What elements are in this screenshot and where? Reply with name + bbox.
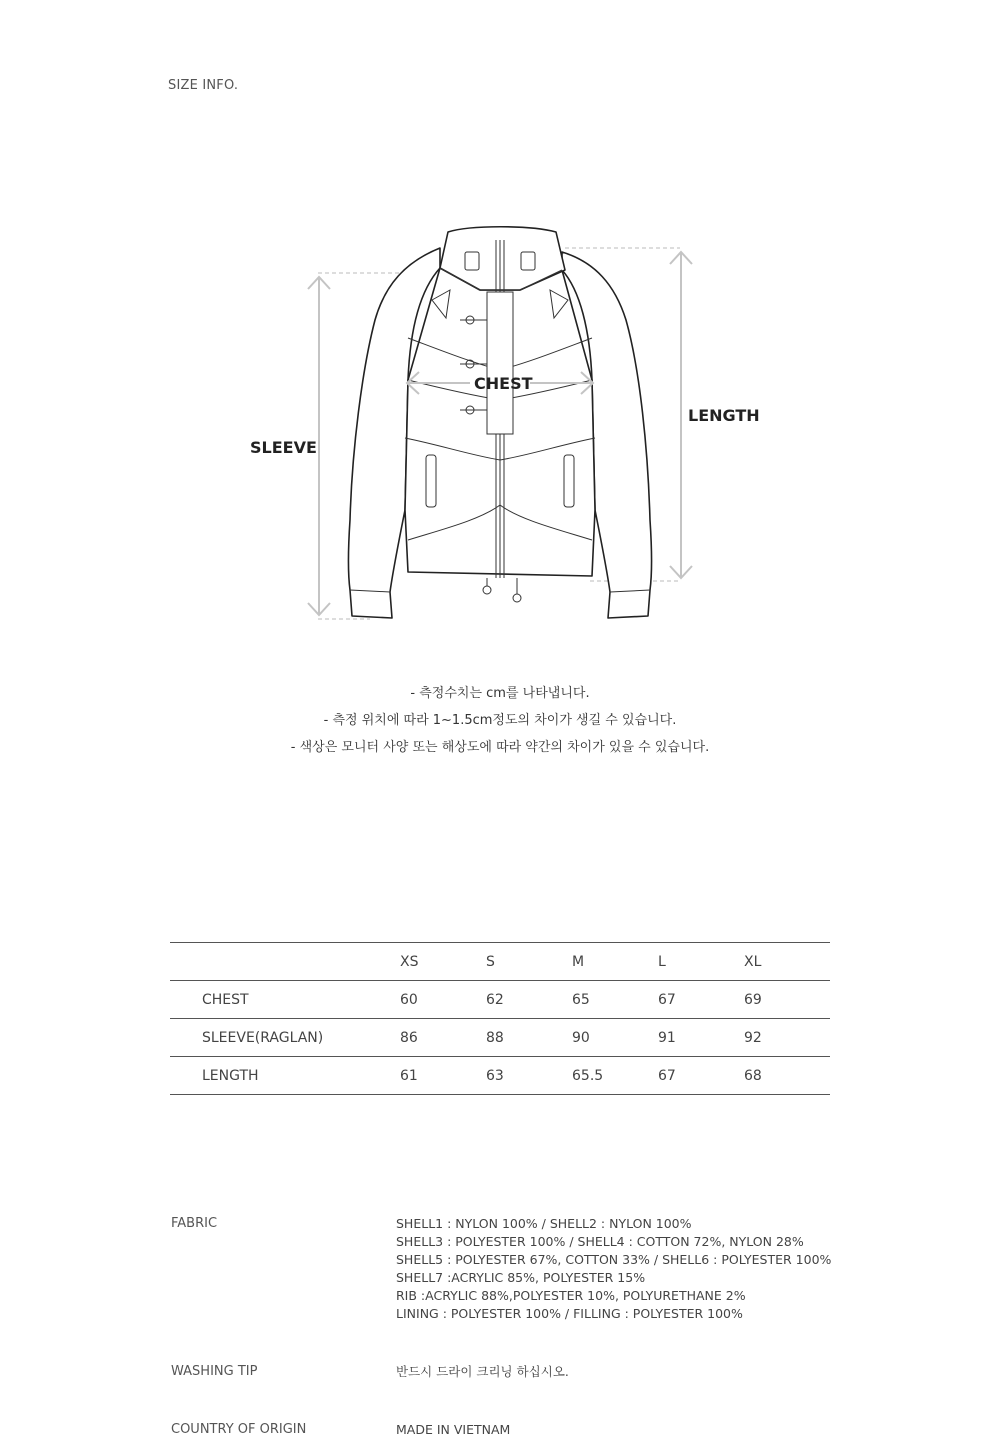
fabric-label: FABRIC (171, 1216, 218, 1231)
table-row (170, 1019, 830, 1057)
row-label: LENGTH (170, 1057, 400, 1095)
row-label: SLEEVE(RAGLAN) (170, 1019, 400, 1057)
table-header-cell (170, 943, 400, 981)
table-cell: 67 (658, 1057, 744, 1095)
table-cell: 90 (572, 1019, 658, 1057)
chest-label: CHEST (474, 374, 533, 393)
jacket-size-diagram (0, 0, 1000, 660)
table-row (170, 1057, 830, 1095)
table-header-cell: XS (400, 943, 486, 981)
note-line: - 색상은 모니터 사양 또는 해상도에 따라 약간의 차이가 있을 수 있습니다. (290, 740, 710, 755)
country-of-origin-value: MADE IN VIETNAM (396, 1422, 511, 1437)
fabric-line: RIB :ACRYLIC 88%,POLYESTER 10%, POLYURETHANE 2% (396, 1288, 746, 1303)
section-title: SIZE INFO. (168, 78, 239, 93)
size-table (170, 942, 830, 1095)
length-label: LENGTH (688, 406, 760, 425)
table-cell: 61 (400, 1057, 486, 1095)
fabric-line: SHELL1 : NYLON 100% / SHELL2 : NYLON 100% (396, 1216, 692, 1231)
fabric-line: LINING : POLYESTER 100% / FILLING : POLYESTER 100% (396, 1306, 743, 1321)
table-header-row (170, 943, 830, 981)
fabric-line: SHELL3 : POLYESTER 100% / SHELL4 : COTTON 72%, NYLON 28% (396, 1234, 804, 1249)
table-cell: 91 (658, 1019, 744, 1057)
table-cell: 62 (486, 981, 572, 1019)
table-cell: 86 (400, 1019, 486, 1057)
note-line: - 측정수치는 cm를 나타냅니다. (410, 686, 590, 701)
table-cell: 68 (744, 1057, 830, 1095)
table-row (170, 981, 830, 1019)
country-of-origin-label: COUNTRY OF ORIGIN (171, 1422, 307, 1437)
row-label: CHEST (170, 981, 400, 1019)
measurement-notes (0, 680, 1000, 761)
sleeve-label: SLEEVE (250, 438, 317, 457)
table-cell: 63 (486, 1057, 572, 1095)
table-header-cell: M (572, 943, 658, 981)
washing-tip-label: WASHING TIP (171, 1364, 258, 1379)
table-cell: 65.5 (572, 1057, 658, 1095)
table-cell: 65 (572, 981, 658, 1019)
table-cell: 60 (400, 981, 486, 1019)
washing-tip-value: 반드시 드라이 크리닝 하십시오. (396, 1364, 569, 1379)
note-line: - 측정 위치에 따라 1~1.5cm정도의 차이가 생길 수 있습니다. (323, 713, 677, 728)
table-header-cell: S (486, 943, 572, 981)
table-cell: 88 (486, 1019, 572, 1057)
table-cell: 69 (744, 981, 830, 1019)
fabric-line: SHELL7 :ACRYLIC 85%, POLYESTER 15% (396, 1270, 646, 1285)
table-header-cell: L (658, 943, 744, 981)
table-cell: 92 (744, 1019, 830, 1057)
table-header-cell: XL (744, 943, 830, 981)
table-cell: 67 (658, 981, 744, 1019)
fabric-line: SHELL5 : POLYESTER 67%, COTTON 33% / SHELL6 : POLYESTER 100% (396, 1252, 832, 1267)
fabric-composition (396, 1215, 831, 1323)
